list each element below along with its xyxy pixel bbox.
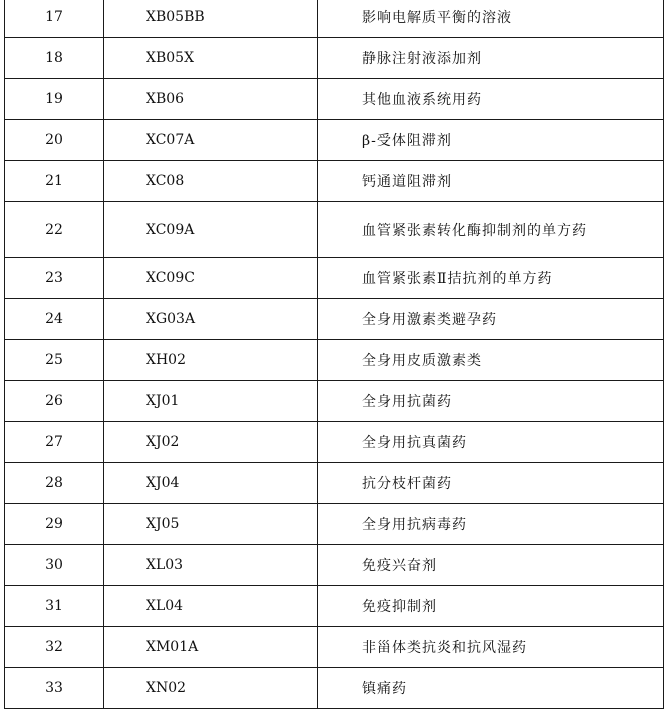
table-row (5, 79, 664, 120)
category-code-cell: XC09C (104, 258, 318, 299)
row-number-cell: 32 (5, 627, 104, 668)
category-code-cell: XJ05 (104, 504, 318, 545)
category-name-cell: 免疫抑制剂 (318, 586, 664, 627)
category-name-cell: 其他血液系统用药 (318, 79, 664, 120)
table-row (5, 463, 664, 504)
row-number-cell: 29 (5, 504, 104, 545)
row-number-cell: 20 (5, 120, 104, 161)
row-number-cell: 25 (5, 340, 104, 381)
category-name-cell: 全身用抗菌药 (318, 381, 664, 422)
category-code-cell: XH02 (104, 340, 318, 381)
row-number-cell: 23 (5, 258, 104, 299)
table-row (5, 545, 664, 586)
category-name-cell: 非甾体类抗炎和抗风湿药 (318, 627, 664, 668)
table-row (5, 0, 664, 38)
drug-category-table (4, 0, 664, 709)
table-row (5, 422, 664, 463)
row-number-cell: 33 (5, 668, 104, 709)
table-row (5, 161, 664, 202)
row-number-cell: 24 (5, 299, 104, 340)
table-row (5, 381, 664, 422)
category-code-cell: XJ01 (104, 381, 318, 422)
category-name-cell: 全身用抗真菌药 (318, 422, 664, 463)
category-name-cell: 血管紧张素Ⅱ拮抗剂的单方药 (318, 258, 664, 299)
category-code-cell: XN02 (104, 668, 318, 709)
row-number-cell: 28 (5, 463, 104, 504)
category-code-cell: XJ04 (104, 463, 318, 504)
category-name-cell: 镇痛药 (318, 668, 664, 709)
category-code-cell: XB05BB (104, 0, 318, 38)
category-name-cell: 影响电解质平衡的溶液 (318, 0, 664, 38)
row-number-cell: 26 (5, 381, 104, 422)
category-name-cell: 血管紧张素转化酶抑制剂的单方药 (318, 202, 664, 258)
category-code-cell: XL04 (104, 586, 318, 627)
category-code-cell: XB06 (104, 79, 318, 120)
table-row (5, 202, 664, 258)
category-name-cell: 全身用抗病毒药 (318, 504, 664, 545)
row-number-cell: 22 (5, 202, 104, 258)
category-name-cell: β-受体阻滞剂 (318, 120, 664, 161)
category-name-cell: 全身用皮质激素类 (318, 340, 664, 381)
category-code-cell: XC09A (104, 202, 318, 258)
category-code-cell: XC07A (104, 120, 318, 161)
category-name-cell: 免疫兴奋剂 (318, 545, 664, 586)
row-number-cell: 27 (5, 422, 104, 463)
category-code-cell: XB05X (104, 38, 318, 79)
row-number-cell: 19 (5, 79, 104, 120)
table-row (5, 299, 664, 340)
category-code-cell: XM01A (104, 627, 318, 668)
table-row (5, 340, 664, 381)
category-name-cell: 钙通道阻滞剂 (318, 161, 664, 202)
row-number-cell: 30 (5, 545, 104, 586)
table-row (5, 38, 664, 79)
table-row (5, 258, 664, 299)
category-name-cell: 静脉注射液添加剂 (318, 38, 664, 79)
category-name-cell: 全身用激素类避孕药 (318, 299, 664, 340)
category-code-cell: XG03A (104, 299, 318, 340)
table-body (5, 0, 664, 709)
category-code-cell: XC08 (104, 161, 318, 202)
row-number-cell: 17 (5, 0, 104, 38)
table-row (5, 627, 664, 668)
table-row (5, 120, 664, 161)
drug-category-table-wrapper (4, 0, 663, 709)
category-name-cell: 抗分枝杆菌药 (318, 463, 664, 504)
category-code-cell: XJ02 (104, 422, 318, 463)
row-number-cell: 18 (5, 38, 104, 79)
table-row (5, 586, 664, 627)
row-number-cell: 31 (5, 586, 104, 627)
category-code-cell: XL03 (104, 545, 318, 586)
table-row (5, 504, 664, 545)
table-row (5, 668, 664, 709)
row-number-cell: 21 (5, 161, 104, 202)
